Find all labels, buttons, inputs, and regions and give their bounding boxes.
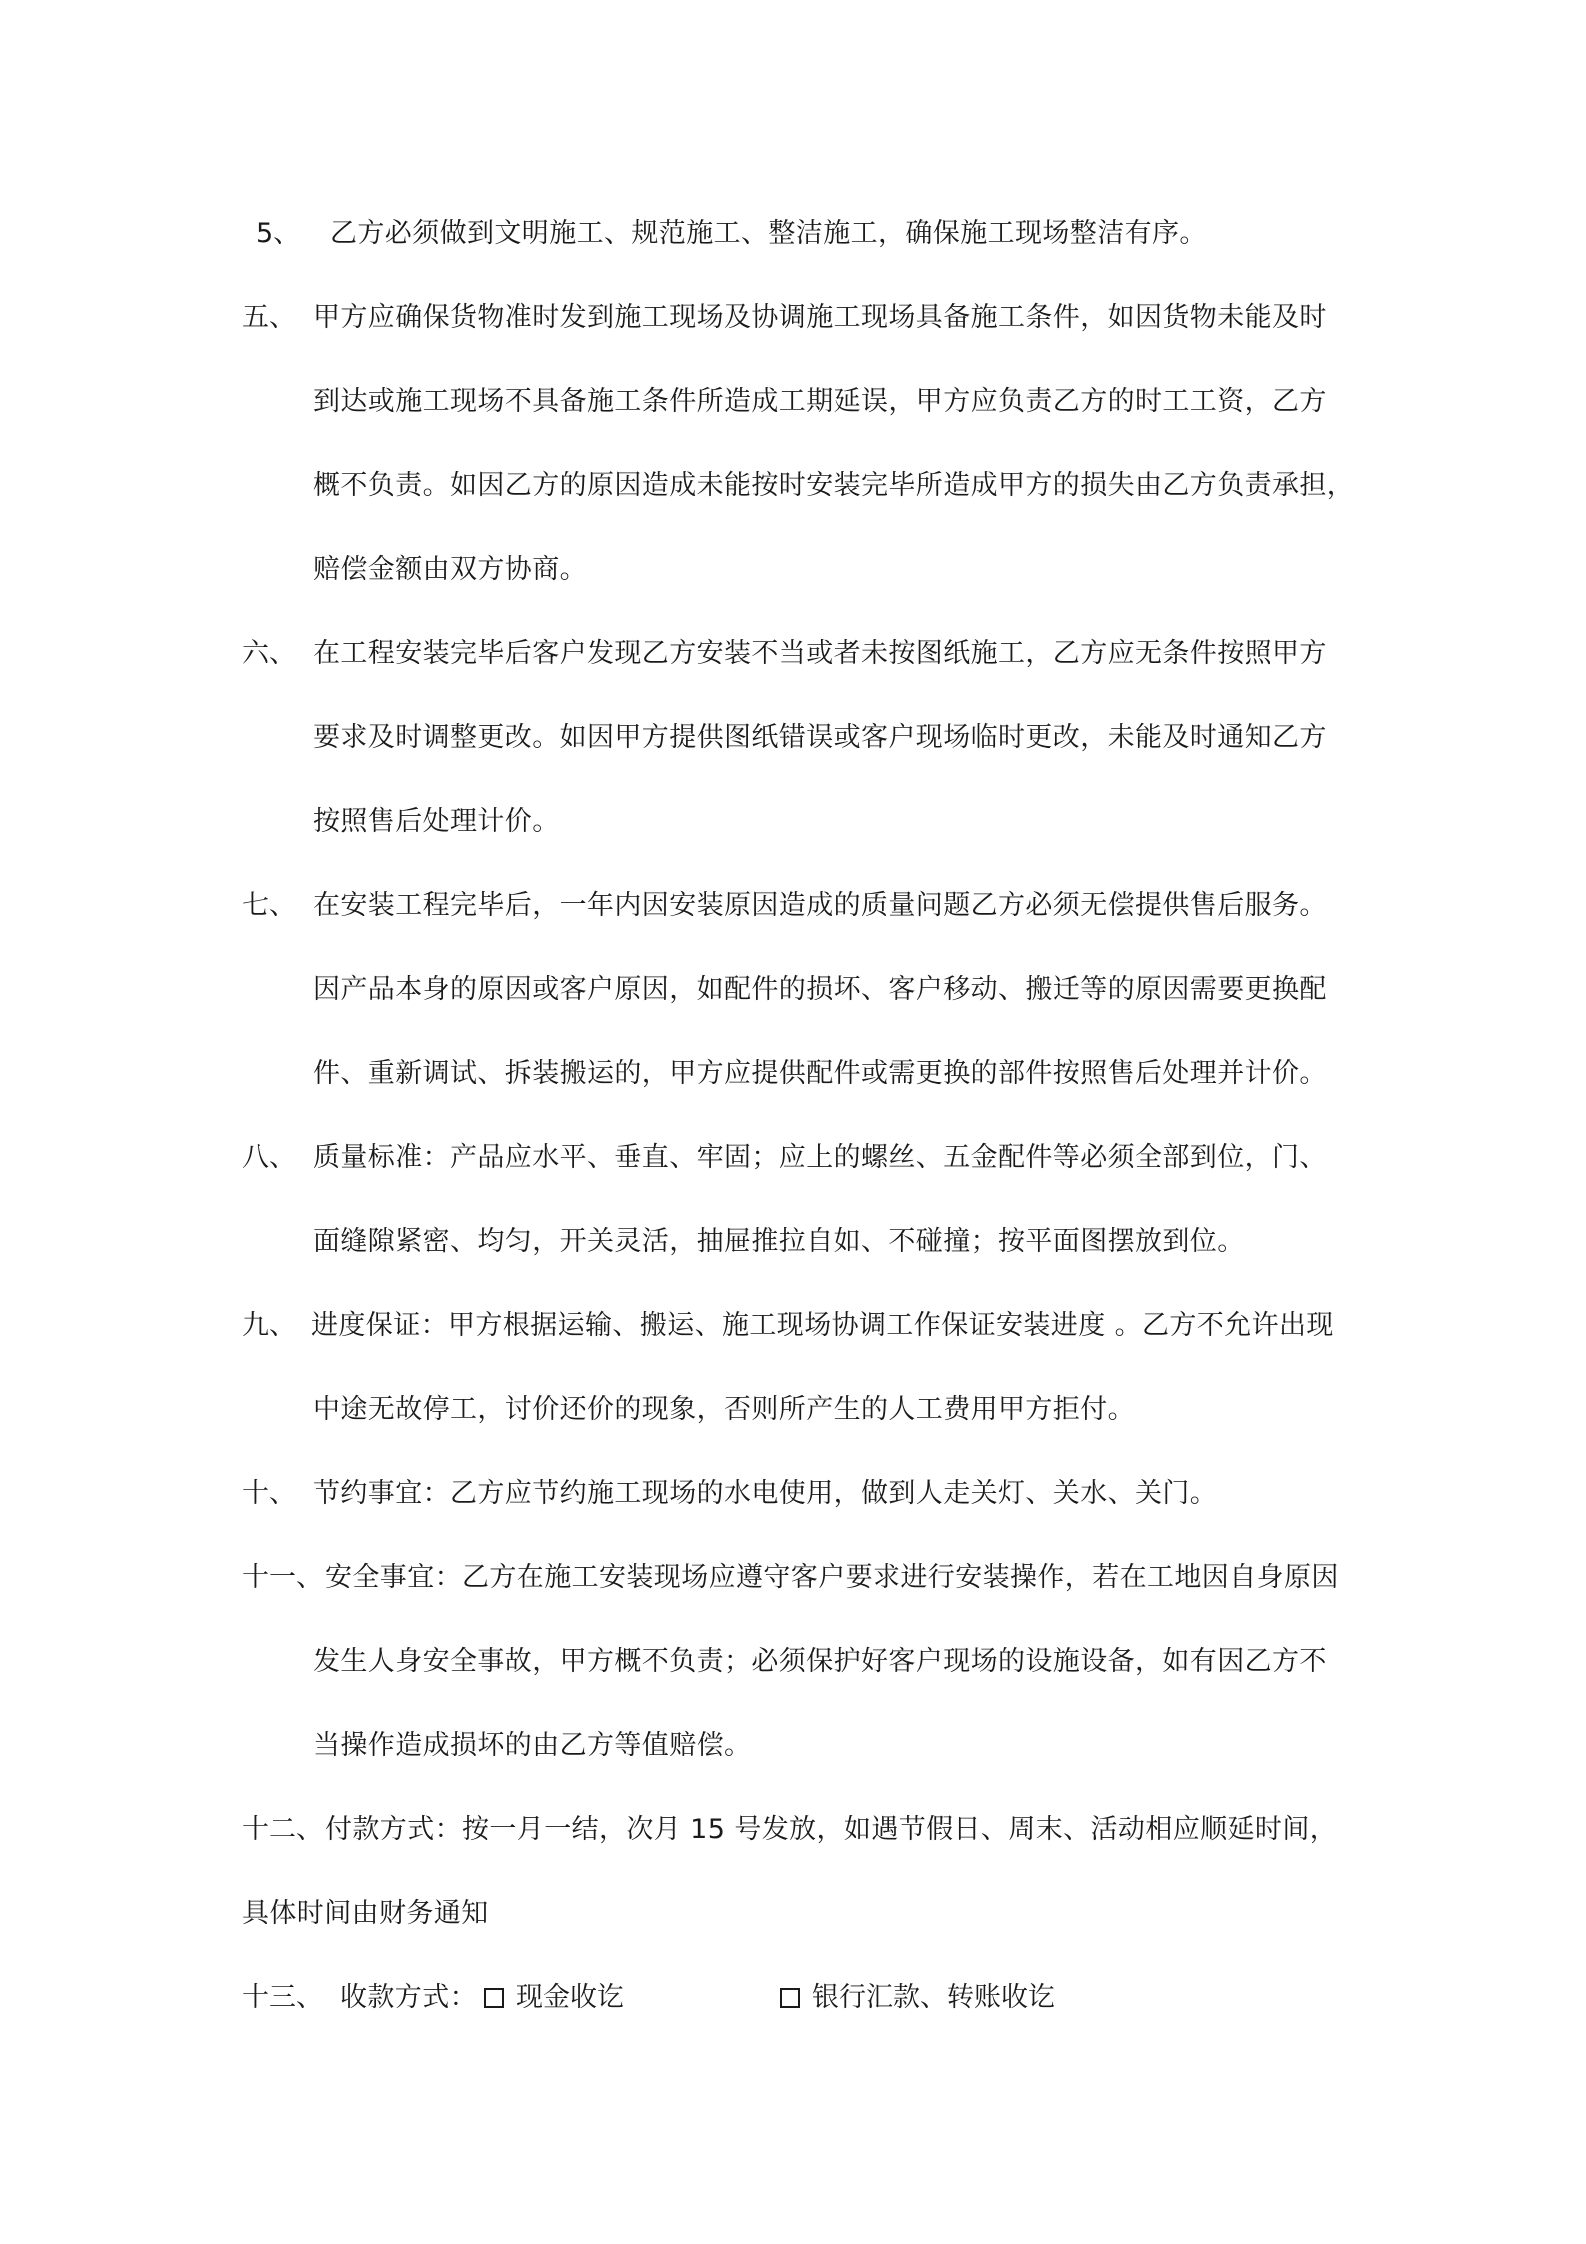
payment-option-label: 现金收讫	[516, 1982, 624, 2013]
item-number: 十三、	[242, 1982, 323, 2013]
item-text: 具体时间由财务通知	[242, 1898, 489, 1929]
item-number: 五、	[242, 302, 296, 333]
checkbox-icon[interactable]	[780, 1988, 800, 2008]
item-text: 按照售后处理计价。	[313, 806, 560, 837]
item-text: 在安装工程完毕后，一年内因安装原因造成的质量问题乙方必须无偿提供售后服务。	[313, 890, 1327, 921]
payment-option-label: 银行汇款、转账收讫	[812, 1982, 1055, 2013]
item-number: 5、	[256, 218, 301, 249]
checkbox-icon[interactable]	[484, 1988, 504, 2008]
item-text: 当操作造成损坏的由乙方等值赔偿。	[313, 1730, 752, 1761]
item-text: 进度保证：甲方根据运输、搬运、施工现场协调工作保证安装进度 。乙方不允许出现	[311, 1310, 1334, 1341]
item-text: 在工程安装完毕后客户发现乙方安装不当或者未按图纸施工，乙方应无条件按照甲方	[313, 638, 1327, 669]
item-number: 七、	[242, 890, 296, 921]
item-number: 九、	[242, 1310, 296, 1341]
item-text: 发生人身安全事故，甲方概不负责；必须保护好客户现场的设施设备，如有因乙方不	[313, 1646, 1327, 1677]
item-number: 六、	[242, 638, 296, 669]
item-text: 件、重新调试、拆装搬运的，甲方应提供配件或需更换的部件按照售后处理并计价。	[313, 1058, 1327, 1089]
item-text: 安全事宜：乙方在施工安装现场应遵守客户要求进行安装操作，若在工地因自身原因	[325, 1562, 1339, 1593]
item-number: 十一、	[242, 1562, 323, 1593]
item-text: 中途无故停工，讨价还价的现象，否则所产生的人工费用甲方拒付。	[313, 1394, 1135, 1425]
item-text: 乙方必须做到文明施工、规范施工、整洁施工，确保施工现场整洁有序。	[330, 218, 1207, 249]
item-text: 概不负责。如因乙方的原因造成未能按时安装完毕所造成甲方的损失由乙方负责承担，	[313, 470, 1355, 501]
item-text: 因产品本身的原因或客户原因，如配件的损坏、客户移动、搬迁等的原因需要更换配	[313, 974, 1327, 1005]
item-text: 质量标准：产品应水平、垂直、牢固；应上的螺丝、五金配件等必须全部到位，门、	[313, 1142, 1327, 1173]
item-number: 十、	[242, 1478, 296, 1509]
item-text: 甲方应确保货物准时发到施工现场及协调施工现场具备施工条件，如因货物未能及时	[313, 302, 1327, 333]
item-number: 八、	[242, 1142, 296, 1173]
payment-option-cash[interactable]	[484, 1980, 624, 2016]
item-number: 十二、	[242, 1814, 323, 1845]
item-text: 面缝隙紧密、均匀，开关灵活，抽屉推拉自如、不碰撞；按平面图摆放到位。	[313, 1226, 1245, 1257]
item-text: 要求及时调整更改。如因甲方提供图纸错误或客户现场临时更改，未能及时通知乙方	[313, 722, 1327, 753]
item-text: 到达或施工现场不具备施工条件所造成工期延误，甲方应负责乙方的时工工资，乙方	[313, 386, 1327, 417]
item-text: 节约事宜：乙方应节约施工现场的水电使用，做到人走关灯、关水、关门。	[313, 1478, 1218, 1509]
item-text: 付款方式：按一月一结，次月 15 号发放，如遇节假日、周末、活动相应顺延时间，	[325, 1814, 1338, 1845]
item-text: 收款方式：	[340, 1982, 477, 2013]
payment-option-bank[interactable]	[780, 1980, 1055, 2016]
item-text: 赔偿金额由双方协商。	[313, 554, 587, 585]
